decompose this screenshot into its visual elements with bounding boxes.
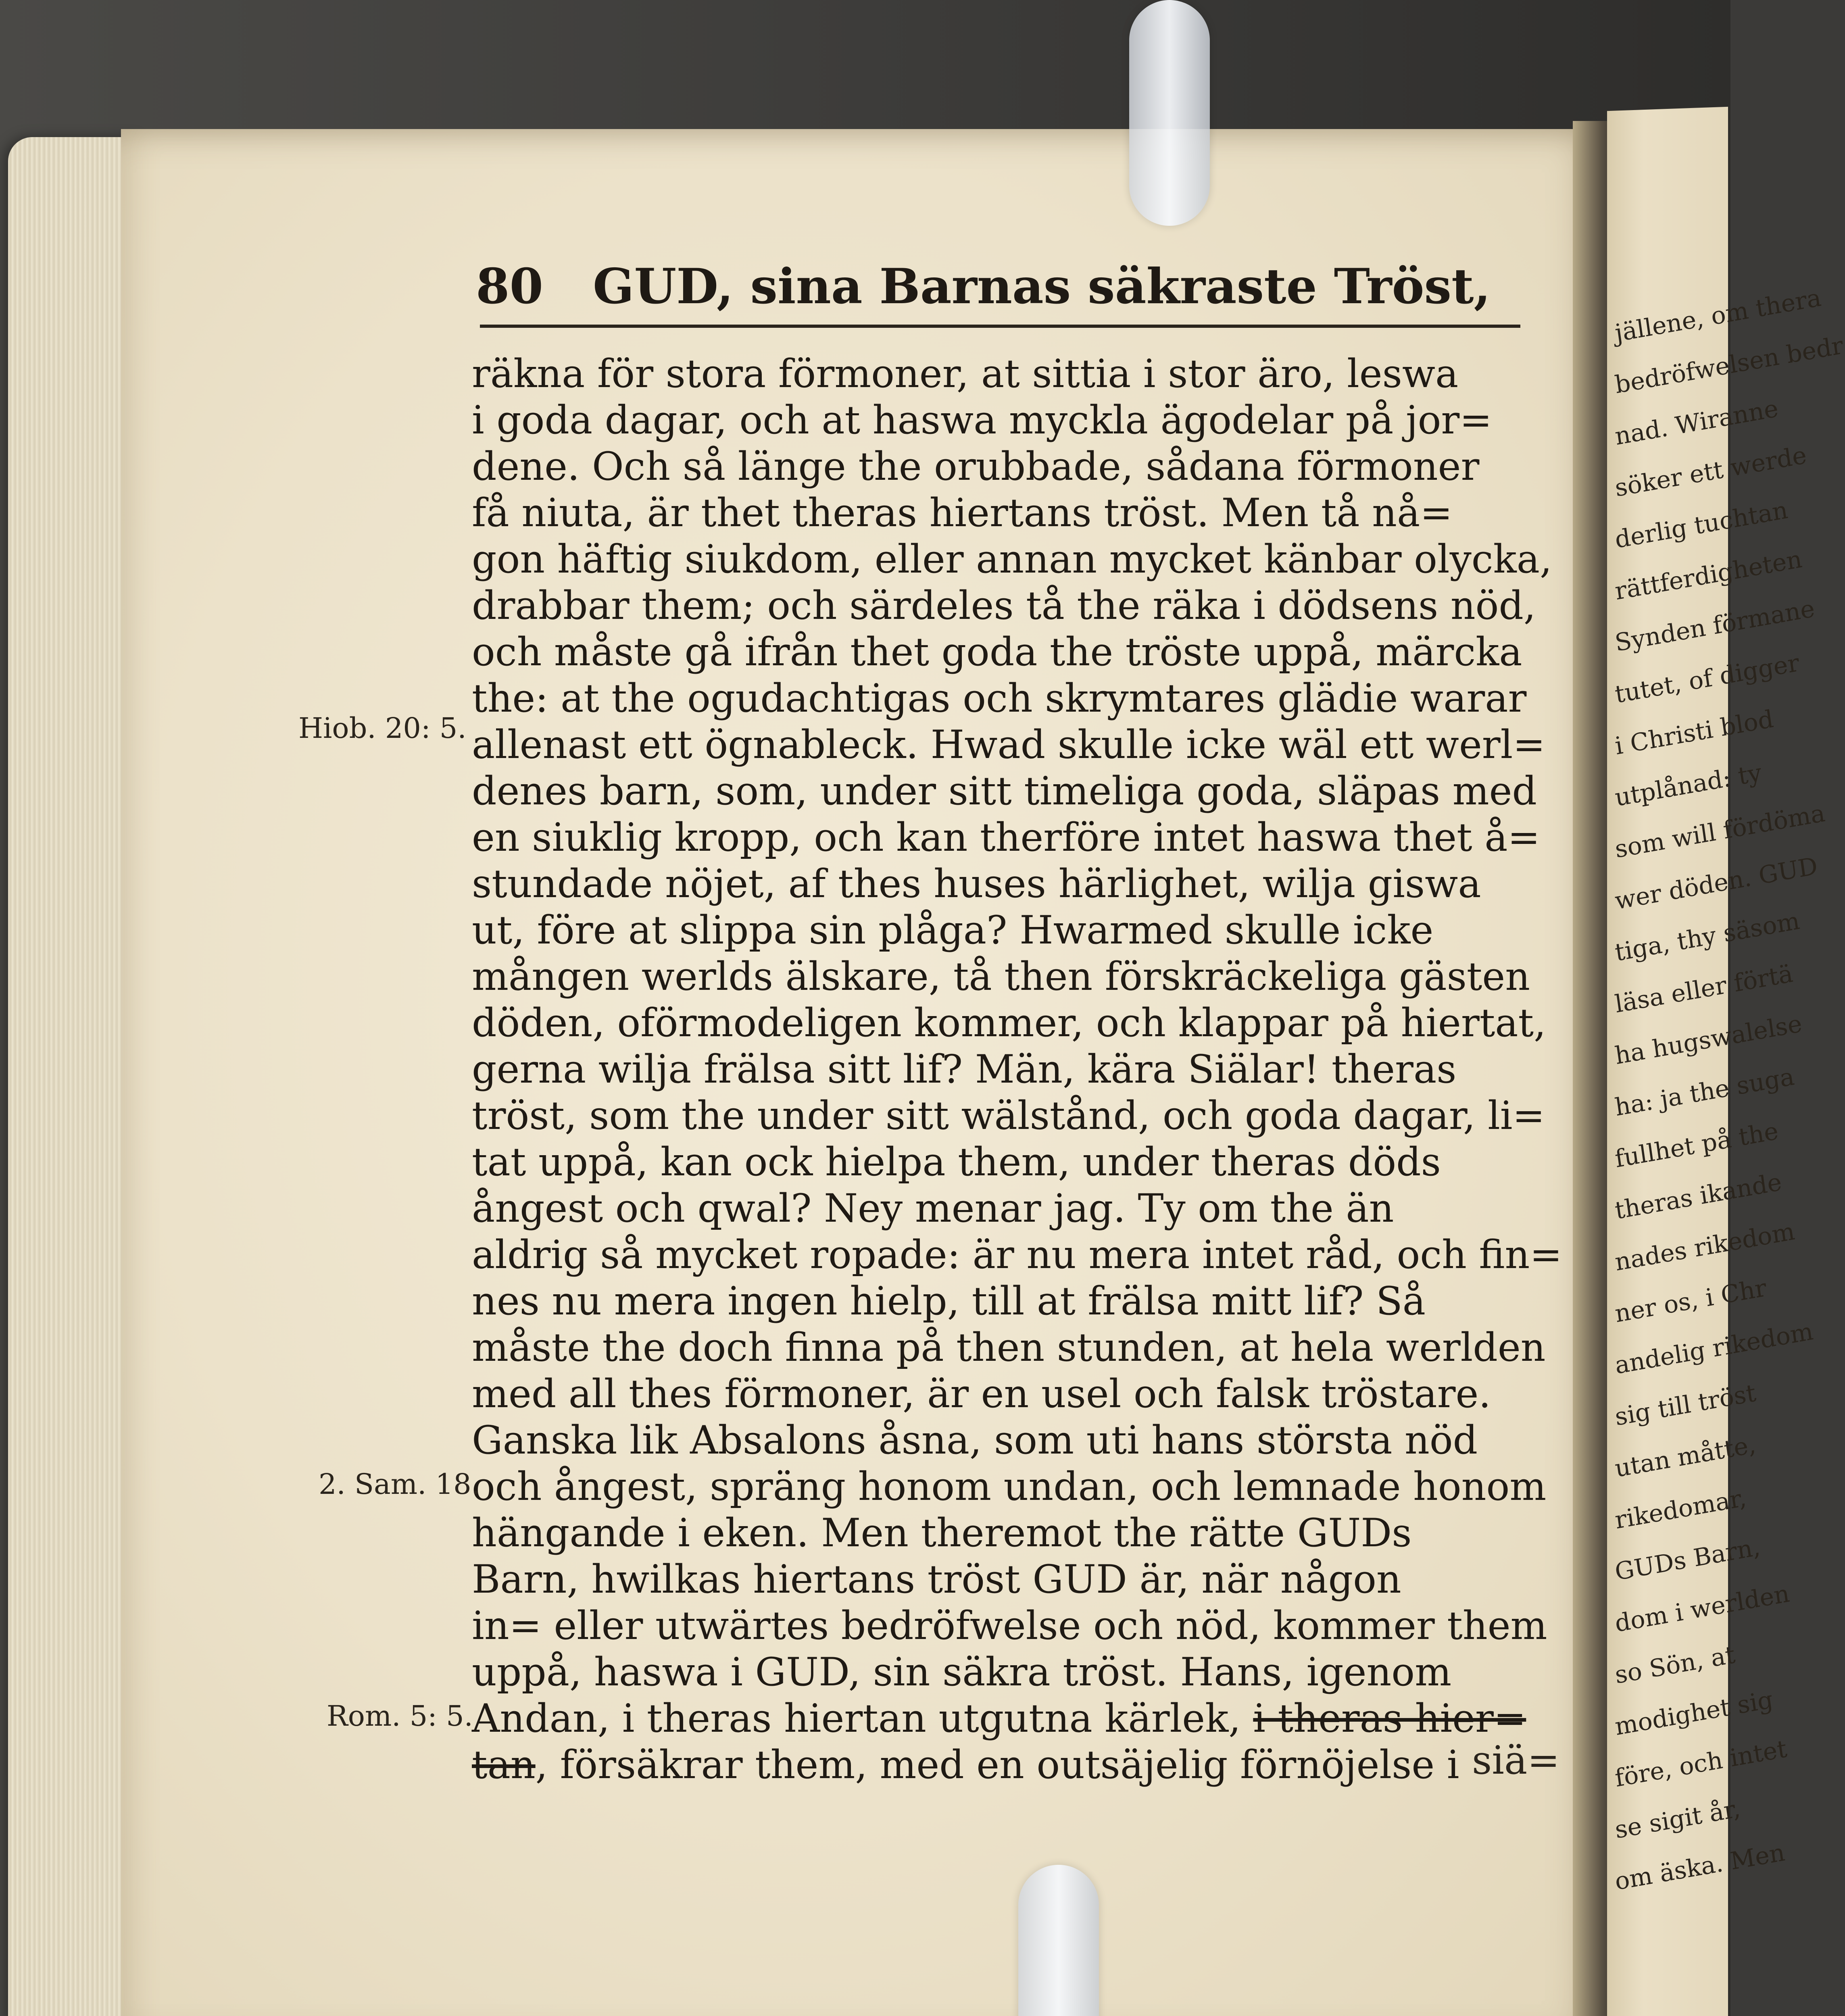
text-line: gerna wilja frälsa sitt lif? Män, kära Siälar! theras xyxy=(472,1047,1457,1092)
text-line: Ganska lik Absalons åsna, som uti hans största nöd xyxy=(472,1418,1478,1463)
facing-page-line: ha hugswalelse xyxy=(1613,1009,1804,1070)
facing-page-line: söker ett werde xyxy=(1613,441,1809,503)
facing-page-line: nades rikedom xyxy=(1613,1217,1797,1277)
facing-page-line: se sigit år, xyxy=(1613,1794,1742,1845)
text-line: Andan, i theras hiertan utgutna kärlek, i theras hier= xyxy=(472,1696,1526,1741)
page-clip-top xyxy=(1129,0,1210,226)
text-line: med all thes förmoner, är en usel och falsk tröstare. xyxy=(472,1371,1491,1416)
struck-text: i theras hier= xyxy=(1253,1696,1526,1741)
catchword: siä= xyxy=(1472,1738,1560,1783)
facing-page-line: rättferdigheten xyxy=(1613,545,1804,606)
facing-page-line: andelig rikedom xyxy=(1613,1317,1815,1380)
facing-page-line: tiga, thy säsom xyxy=(1613,906,1802,967)
margin-note-hiob: Hiob. 20: 5. xyxy=(298,712,467,745)
text-line: in= eller utwärtes bedröfwelse och nöd, kommer them xyxy=(472,1603,1547,1648)
header-rule xyxy=(480,325,1520,328)
text-line: och ångest, spräng honom undan, och lemnade honom xyxy=(472,1464,1547,1509)
text-line: gon häftig siukdom, eller annan mycket känbar olycka, xyxy=(472,537,1552,582)
facing-page-line: före, och intet xyxy=(1613,1735,1789,1793)
facing-page-line: ha: ja the suga xyxy=(1613,1062,1796,1122)
text-line: döden, oförmodeligen kommer, och klappar på hiertat, xyxy=(472,1000,1546,1045)
facing-page-line: ner os, i Chr xyxy=(1613,1274,1768,1329)
text-line: aldrig så mycket ropade: är nu mera intet råd, och fin= xyxy=(472,1232,1562,1277)
facing-page-line: Synden förmane xyxy=(1613,594,1817,658)
facing-page-line: utan måtte, xyxy=(1613,1430,1758,1483)
facing-page-line: i Christi blod xyxy=(1613,705,1776,761)
running-header xyxy=(476,258,1524,319)
facing-page-line: sig till tröst xyxy=(1613,1379,1758,1432)
facing-page-line: derlig tuchtan xyxy=(1613,496,1790,554)
text-line: en siuklig kropp, och kan therföre intet haswa thet å= xyxy=(472,815,1540,860)
text-line: denes barn, som, under sitt timeliga goda, släpas med xyxy=(472,768,1537,814)
text-line: måste the doch finna på then stunden, at hela werlden xyxy=(472,1325,1546,1370)
text-line: Barn, hwilkas hiertans tröst GUD är, när någon xyxy=(472,1557,1401,1602)
text-line: uppå, haswa i GUD, sin säkra tröst. Hans, igenom xyxy=(472,1649,1452,1695)
text-line: drabbar them; och särdeles tå the räka i dödsens nöd, xyxy=(472,583,1536,628)
struck-text: tan xyxy=(472,1742,536,1787)
text-line: tröst, som the under sitt wälstånd, och goda dagar, li= xyxy=(472,1093,1545,1138)
margin-note-rom: Rom. 5: 5. xyxy=(327,1699,473,1733)
text-line: ångest och qwal? Ney menar jag. Ty om the än xyxy=(472,1186,1394,1231)
text-line: och måste gå ifrån thet goda the tröste uppå, märcka xyxy=(472,629,1522,675)
text-line: nes nu mera ingen hielp, till at frälsa mitt lif? Så xyxy=(472,1279,1426,1324)
body-text xyxy=(472,351,1562,1788)
facing-page-line: tutet, of digger xyxy=(1613,649,1801,709)
page-clip-bottom xyxy=(1018,1865,1099,2016)
text-line: tan, försäkrar them, med en outsäjelig förnöjelse i xyxy=(472,1742,1459,1787)
text-line: räkna för stora förmoner, at sittia i stor äro, leswa xyxy=(472,351,1459,396)
text-line: stundade nöjet, af thes huses härlighet, wilja giswa xyxy=(472,861,1481,906)
facing-page-line: modighet sig xyxy=(1613,1685,1775,1741)
text-line: the: at the ogudachtigas och skrymtares glädie warar xyxy=(472,676,1527,721)
facing-page-line: utplånad: ty xyxy=(1613,758,1764,812)
running-title: GUD, sina Barnas säkraste Tröst, xyxy=(593,258,1491,315)
facing-page-line: nad. Wiranne xyxy=(1613,394,1780,451)
facing-page-line: fullhet på the xyxy=(1613,1117,1780,1174)
facing-page-line: rikedomar, xyxy=(1613,1484,1748,1535)
text-line: mången werlds älskare, tå then förskräckeliga gästen xyxy=(472,954,1530,999)
facing-page-line: som will fördöma xyxy=(1613,799,1827,864)
text-line: tat uppå, kan ock hielpa them, under theras döds xyxy=(472,1139,1441,1185)
facing-page xyxy=(1607,107,1845,2016)
facing-page-line: wer döden. GUD xyxy=(1613,852,1820,916)
text-line: allenast ett ögnableck. Hwad skulle icke wäl ett werl= xyxy=(472,722,1545,767)
text-line: i goda dagar, och at haswa myckla ägodelar på jor= xyxy=(472,398,1492,443)
margin-note-sam: 2. Sam. 18. xyxy=(319,1468,480,1501)
text-line: dene. Och så länge the orubbade, sådana förmoner xyxy=(472,444,1480,489)
facing-page-line: dom i werlden xyxy=(1613,1579,1791,1638)
text-line: hängande i eken. Men theremot the rätte GUDs xyxy=(472,1510,1412,1556)
facing-page-line: jällene, om thera xyxy=(1613,283,1823,348)
page-number: 80 xyxy=(476,258,543,315)
text-line: ut, före at slippa sin plåga? Hwarmed skulle icke xyxy=(472,908,1434,953)
facing-page-line: läsa eller förtä xyxy=(1613,959,1795,1019)
facing-page-line: so Sön, at xyxy=(1613,1640,1737,1690)
text-line: få niuta, är thet theras hiertans tröst. Men tå nå= xyxy=(472,490,1453,535)
facing-page-line: theras ikande xyxy=(1613,1168,1784,1225)
facing-page-line: GUDs Barn, xyxy=(1613,1533,1762,1587)
facing-page-line: bedröfwelsen bedr xyxy=(1613,331,1845,400)
facing-page-line: om äska. Men xyxy=(1613,1838,1787,1896)
